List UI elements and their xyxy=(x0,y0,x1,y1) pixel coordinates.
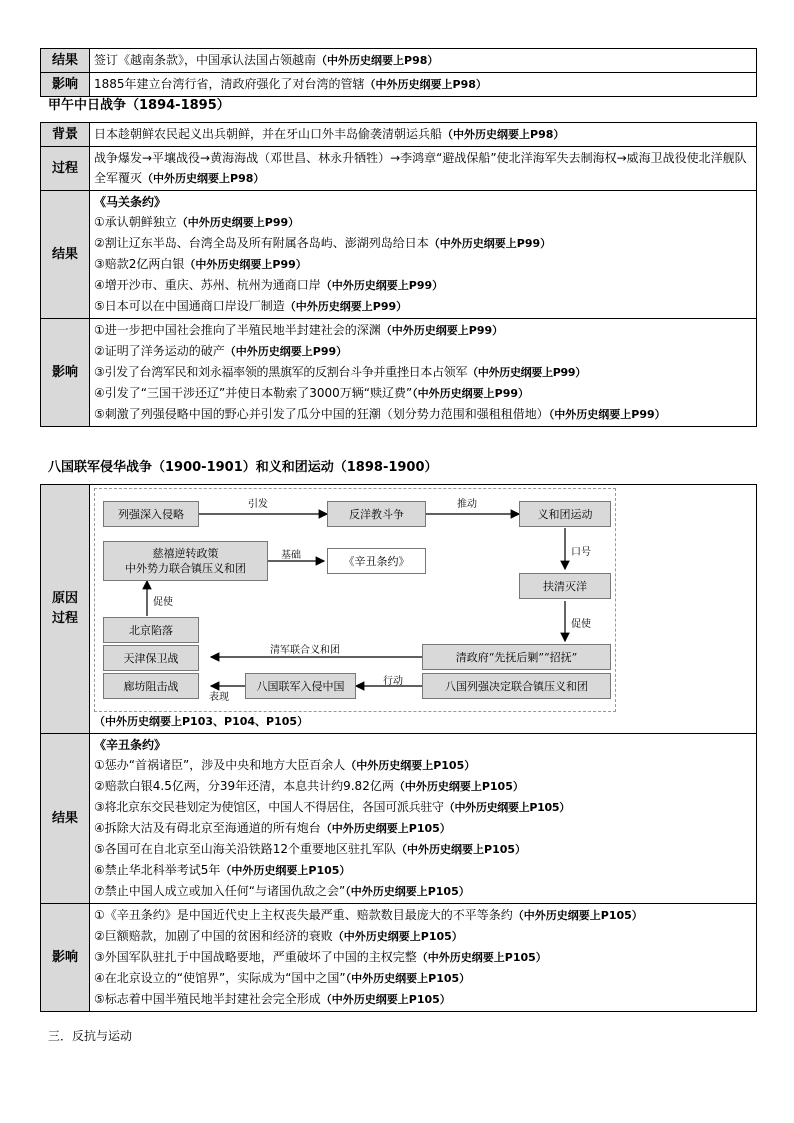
textbook-ref: （中外历史纲要上P99） xyxy=(224,345,348,358)
item-text: ④拆除大沽及有碍北京至海通道的所有炮台 xyxy=(94,821,321,835)
textbook-ref: （中外历史纲要上P105） xyxy=(220,864,351,877)
row-label-impact: 影响 xyxy=(41,904,90,1012)
edge-label: 行动 xyxy=(383,676,403,687)
process-text: 战争爆发→平壤战役→黄海海战（邓世昌、林永升牺牲）→李鸿章“避战保船”使北洋海军失去制海权→威海卫战役使北洋舰队全军覆灭 xyxy=(94,151,747,185)
table-row xyxy=(41,147,757,191)
textbook-ref: （中外历史纲要上P99） xyxy=(548,408,666,421)
textbook-ref: （中外历史纲要上P99） xyxy=(380,324,504,337)
row-label-process: 过程 xyxy=(41,147,90,191)
list-item xyxy=(94,776,752,797)
list-item xyxy=(94,968,752,989)
item-text: ②巨额赔款，加剧了中国的贫困和经济的衰败 xyxy=(94,929,333,943)
row-content xyxy=(90,904,757,1012)
item-text: ⑥禁止华北科举考试5年 xyxy=(94,863,221,877)
textbook-ref: （中外历史纲要上P105） xyxy=(345,972,471,985)
list-item xyxy=(94,755,752,776)
edge-label: 促使 xyxy=(571,619,591,630)
section-heading-boxer: 八国联军侵华战争（1900-1901）和义和团运动（1898-1900） xyxy=(48,460,438,475)
row-label-impact: 影响 xyxy=(41,73,90,97)
textbook-ref: （中外历史纲要上P105） xyxy=(332,930,463,943)
row-content xyxy=(90,485,757,734)
list-item xyxy=(94,362,752,383)
row-label-cause-process xyxy=(41,485,90,734)
node-qing-policy: 清政府“先抚后剿”“招抚” xyxy=(422,644,611,670)
textbook-ref: （中外历史纲要上P99） xyxy=(412,387,530,400)
table-row xyxy=(41,123,757,147)
list-item xyxy=(94,839,752,860)
row-content xyxy=(90,123,757,147)
node-foreign-aggression: 列强深入侵略 xyxy=(103,501,199,527)
list-item xyxy=(94,881,752,902)
textbook-ref: （中外历史纲要上P98） xyxy=(364,78,487,91)
table-row xyxy=(41,485,757,734)
item-text: ②割让辽东半岛、台湾全岛及所有附属各岛屿、澎湖列岛给日本 xyxy=(94,236,429,250)
table-row xyxy=(41,73,757,97)
row-label-impact: 影响 xyxy=(41,319,90,427)
item-text: ④引发了“三国干涉还辽”并使日本勒索了3000万辆“赎辽费” xyxy=(94,386,413,400)
treaty-title: 《马关条约》 xyxy=(94,195,167,209)
node-invasion: 八国联军入侵中国 xyxy=(245,673,356,699)
node-powers-decision: 八国列强决定联合镇压义和团 xyxy=(422,673,611,699)
node-tianjin-battle: 天津保卫战 xyxy=(103,645,199,671)
item-text: ④在北京设立的“使馆界”，实际成为“国中之国” xyxy=(94,971,346,985)
item-text: ⑤日本可以在中国通商口岸设厂制造 xyxy=(94,299,285,313)
node-line: 慈禧逆转政策 xyxy=(152,547,219,560)
item-text: ①承认朝鲜独立 xyxy=(94,215,177,229)
table-row xyxy=(41,734,757,904)
textbook-ref: （中外历史纲要上P103、P104、P105） xyxy=(94,715,309,728)
list-item xyxy=(94,254,752,275)
textbook-ref: （中外历史纲要上P105） xyxy=(416,951,547,964)
textbook-ref: （中外历史纲要上P105） xyxy=(320,822,451,835)
node-boxer-protocol: 《辛丑条约》 xyxy=(327,548,426,574)
section-heading-sino-japanese-war: 甲午中日战争（1894-1895） xyxy=(48,98,230,113)
textbook-ref: （中外历史纲要上P99） xyxy=(320,279,444,292)
list-item xyxy=(94,341,752,362)
item-text: ③引发了台湾军民和刘永福率领的黑旗军的反割台斗争并重挫日本占领军 xyxy=(94,365,468,379)
textbook-ref: （中外历史纲要上P99） xyxy=(284,300,408,313)
item-text: ①《辛丑条约》是中国近代史上主权丧失最严重、赔款数目最庞大的不平等条约 xyxy=(94,908,513,922)
flow-diagram xyxy=(94,488,616,712)
table-row xyxy=(41,319,757,427)
edge-label: 基础 xyxy=(281,550,301,561)
sino-french-table xyxy=(40,48,757,97)
boxer-table xyxy=(40,484,757,1012)
row-content xyxy=(90,191,757,319)
row-content xyxy=(90,49,757,73)
row-content xyxy=(90,319,757,427)
edge-label: 表现 xyxy=(209,692,229,703)
textbook-ref: （中外历史纲要上P105） xyxy=(345,759,476,772)
textbook-ref: （中外历史纲要上P105） xyxy=(393,780,524,793)
item-text: ⑦禁止中国人成立或加入任何“与诸国仇敌之会” xyxy=(94,884,346,898)
edge-label: 推动 xyxy=(457,499,477,510)
node-langfang-battle: 廊坊阻击战 xyxy=(103,673,199,699)
impact-text: 1885年建立台湾行省，清政府强化了对台湾的管辖 xyxy=(94,77,365,91)
node-boxer-movement: 义和团运动 xyxy=(519,501,611,527)
row-label-result: 结果 xyxy=(41,49,90,73)
node-cixi-reversal xyxy=(103,541,268,581)
node-anti-missionary: 反洋教斗争 xyxy=(327,501,426,527)
list-item xyxy=(94,296,752,317)
node-line: 中外势力联合镇压义和团 xyxy=(125,562,246,575)
list-item xyxy=(94,212,752,233)
result-text: 签订《越南条款》，中国承认法国占领越南 xyxy=(94,53,317,67)
textbook-ref: （中外历史纲要上P99） xyxy=(176,216,300,229)
item-text: ⑤标志着中国半殖民地半封建社会完全形成 xyxy=(94,992,321,1006)
sino-japanese-table xyxy=(40,122,757,427)
list-item xyxy=(94,860,752,881)
list-item xyxy=(94,404,752,425)
row-content xyxy=(90,73,757,97)
item-text: ③将北京东交民巷划定为使馆区，中国人不得居住，各国可派兵驻守 xyxy=(94,800,444,814)
item-text: ②赔款白银4.5亿两，分39年还清，本息共计约9.82亿两 xyxy=(94,779,394,793)
item-text: ①惩办“首祸诸臣”，涉及中央和地方大臣百余人 xyxy=(94,758,346,772)
background-text: 日本趁朝鲜农民起义出兵朝鲜，并在牙山口外丰岛偷袭清朝运兵船 xyxy=(94,127,443,141)
textbook-ref: （中外历史纲要上P99） xyxy=(467,366,586,379)
list-item xyxy=(94,383,752,404)
row-label-background: 背景 xyxy=(41,123,90,147)
textbook-ref: （中外历史纲要上P105） xyxy=(396,843,527,856)
item-text: ②证明了洋务运动的破产 xyxy=(94,344,225,358)
table-row xyxy=(41,191,757,319)
edge-label: 促使 xyxy=(153,597,173,608)
row-content xyxy=(90,734,757,904)
item-text: ③赔款2亿两白银 xyxy=(94,257,185,271)
textbook-ref: （中外历史纲要上P99） xyxy=(428,237,552,250)
list-item xyxy=(94,926,752,947)
next-section-heading: 三．反抗与运动 xyxy=(48,1029,133,1043)
treaty-title: 《辛丑条约》 xyxy=(94,738,167,752)
textbook-ref: （中外历史纲要上P98） xyxy=(442,128,565,141)
item-text: ⑤刺激了列强侵略中国的野心并引发了瓜分中国的狂潮（划分势力范围和强租租借地） xyxy=(94,407,549,421)
edge-label: 引发 xyxy=(248,499,268,510)
textbook-ref: （中外历史纲要上P98） xyxy=(142,172,265,185)
label-text: 原因过程 xyxy=(51,591,78,626)
item-text: ④增开沙市、重庆、苏州、杭州为通商口岸 xyxy=(94,278,321,292)
textbook-ref: （中外历史纲要上P98） xyxy=(316,54,439,67)
textbook-ref: （中外历史纲要上P105） xyxy=(512,909,643,922)
node-beijing-fall: 北京陷落 xyxy=(103,617,199,643)
textbook-ref: （中外历史纲要上P105） xyxy=(345,885,470,898)
list-item xyxy=(94,818,752,839)
edge-label: 清军联合义和团 xyxy=(270,645,340,656)
item-text: ⑤各国可在自北京至山海关沿铁路12个重要地区驻扎军队 xyxy=(94,842,397,856)
row-label-result: 结果 xyxy=(41,734,90,904)
list-item xyxy=(94,275,752,296)
row-label-result: 结果 xyxy=(41,191,90,319)
list-item xyxy=(94,797,752,818)
list-item xyxy=(94,947,752,968)
row-content xyxy=(90,147,757,191)
list-item xyxy=(94,989,752,1010)
textbook-ref: （中外历史纲要上P99） xyxy=(184,258,307,271)
list-item xyxy=(94,320,752,341)
list-item xyxy=(94,905,752,926)
list-item xyxy=(94,233,752,254)
textbook-ref: （中外历史纲要上P105） xyxy=(320,993,451,1006)
table-row xyxy=(41,904,757,1012)
item-text: ①进一步把中国社会推向了半殖民地半封建社会的深渊 xyxy=(94,323,381,337)
item-text: ③外国军队驻扎于中国战略要地，严重破坏了中国的主权完整 xyxy=(94,950,417,964)
node-slogan: 扶清灭洋 xyxy=(519,573,611,599)
edge-label: 口号 xyxy=(571,547,591,558)
table-row xyxy=(41,49,757,73)
textbook-ref: （中外历史纲要上P105） xyxy=(443,801,570,814)
